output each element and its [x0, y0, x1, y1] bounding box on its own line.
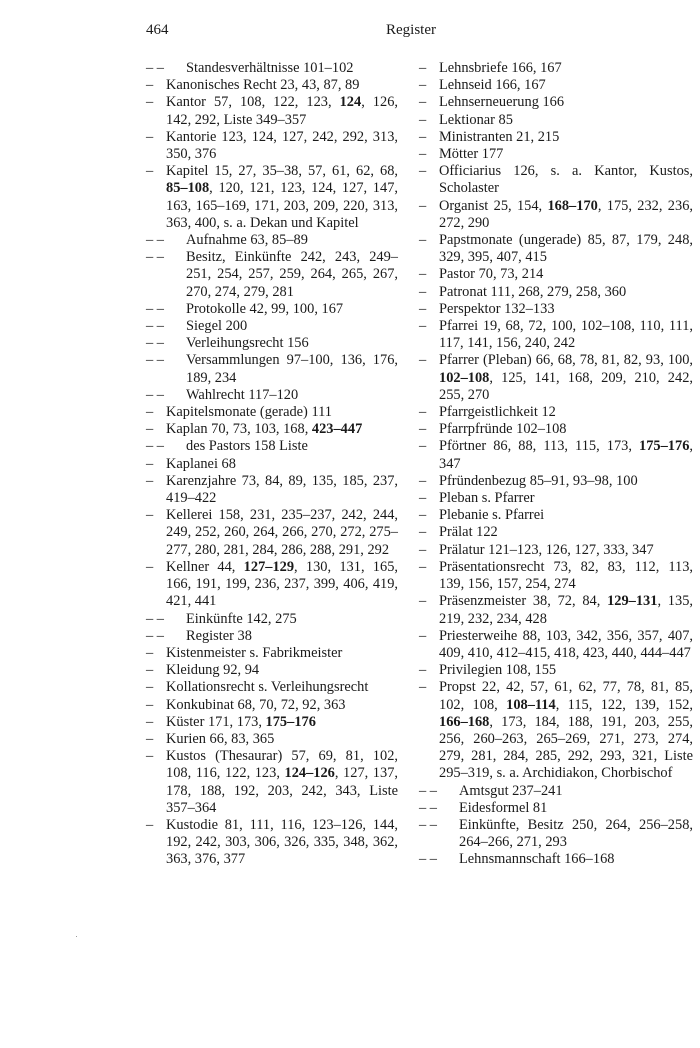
entry-dash: – [419, 404, 427, 421]
index-entry [146, 163, 398, 232]
entry-text: , 127, 137, 178, 188, 192, 203, 242, 343, Liste 357–364 [166, 765, 398, 816]
index-entry [146, 60, 398, 77]
running-title: Register [386, 22, 436, 38]
index-entry [419, 60, 693, 77]
entry-text: Lehnseid 166, 167 [439, 77, 546, 94]
entry-dash: – [419, 163, 427, 180]
entry-text: Kollationsrecht s. Verleihungsrecht [166, 679, 369, 696]
entry-text: Karenzjahre 73, 84, 89, 135, 185, 237, 419–422 [166, 472, 398, 507]
entry-dash: – [419, 300, 427, 317]
entry-dash: – [419, 593, 427, 610]
entry-text: Kellerei 158, 231, 235–237, 242, 244, 249, 252, 260, 264, 266, 270, 272, 275–277, 280, 281, 284, 286, 288, 291, 292 [166, 507, 398, 558]
entry-text: Verleihungsrecht 156 [186, 335, 309, 352]
entry-dash: – – [146, 610, 164, 627]
index-entry [146, 679, 398, 696]
index-entry [146, 748, 398, 817]
entry-text: Kanonisches Recht 23, 43, 87, 89 [166, 77, 360, 94]
entry-dash: – [419, 524, 427, 541]
index-entry [146, 714, 398, 731]
index-entry [146, 318, 398, 335]
entry-dash: – – [146, 300, 164, 317]
index-column-right [419, 60, 693, 869]
entry-dash: – [419, 60, 427, 76]
entry-dash: – [146, 558, 154, 575]
index-entry [146, 559, 398, 611]
index-entry [419, 284, 693, 301]
entry-dash: – – [146, 352, 164, 369]
index-entry [146, 507, 398, 559]
entry-text: Pleban s. Pfarrer [439, 490, 535, 507]
entry-text: , 125, 141, 168, 209, 210, 242, 255, 270 [439, 369, 693, 403]
index-entry [419, 318, 693, 352]
page-header [146, 22, 694, 46]
entry-text: Pfarrgeistlichkeit 12 [439, 404, 556, 421]
entry-text: Privilegien 108, 155 [439, 662, 557, 679]
index-entry [419, 783, 693, 800]
entry-text: , 130, 131, 165, 166, 191, 199, 236, 237, 399, 406, 419, 421, 441 [166, 558, 398, 610]
entry-text: Pastor 70, 73, 214 [439, 266, 544, 283]
entry-text: Kurien 66, 83, 365 [166, 730, 275, 747]
index-entry [146, 94, 398, 128]
entry-text: , 126, 142, 292, Liste 349–357 [166, 94, 398, 128]
entry-text: Plebanie s. Pfarrei [439, 507, 545, 524]
entry-dash: – – [146, 386, 164, 403]
entry-text: Aufnahme 63, 85–89 [186, 232, 308, 249]
entry-dash: – [419, 507, 427, 524]
entry-dash: – [419, 472, 427, 489]
entry-dash: – [419, 541, 427, 558]
entry-text: Pfarrei 19, 68, 72, 100, 102–108, 110, 111, 117, 141, 156, 240, 242 [439, 318, 693, 352]
entry-dash: – [146, 421, 154, 438]
entry-dash: – – [419, 799, 437, 816]
entry-text: Pfarrpfründe 102–108 [439, 421, 567, 438]
entry-dash: – [419, 197, 427, 214]
entry-dash: – [419, 94, 427, 111]
entry-dash: – [419, 146, 427, 163]
entry-text: Kleidung 92, 94 [166, 662, 260, 679]
index-entry [419, 77, 693, 94]
entry-text: Papstmonate (ungerade) 85, 87, 179, 248, 329, 395, 407, 415 [439, 232, 693, 266]
entry-text: Organist 25, 154, [439, 197, 548, 214]
entry-dash: – [419, 662, 427, 679]
entry-dash: – [146, 816, 154, 833]
index-entry [146, 611, 398, 628]
entry-text: Prälat 122 [439, 524, 498, 541]
entry-dash: – – [419, 782, 437, 799]
entry-dash: – [419, 627, 427, 644]
entry-text: Perspektor 132–133 [439, 300, 555, 317]
entry-text: Protokolle 42, 99, 100, 167 [186, 300, 344, 317]
entry-dash: – [146, 507, 154, 524]
entry-text: , 135, 219, 232, 234, 428 [439, 593, 693, 627]
entry-dash: – [146, 730, 154, 747]
entry-text: Amtsgut 237–241 [459, 782, 563, 799]
index-entry [146, 301, 398, 318]
entry-bold-pages: 168–170 [547, 197, 598, 214]
entry-text: , 173, 184, 188, 191, 203, 255, 256, 260–263, 265–269, 271, 273, 274, 279, 281, 284, 285, 292, 293, 321, Liste 295–319, s. a. Archidiakon, Chorbischof [439, 713, 693, 782]
entry-dash: – [146, 128, 154, 145]
entry-text: Standesverhältnisse 101–102 [186, 60, 354, 76]
entry-text: Kaplan 70, 73, 103, 168, [166, 421, 312, 438]
entry-text: Kantor 57, 108, 122, 123, [166, 94, 340, 111]
entry-text: Wahlrecht 117–120 [186, 386, 299, 403]
entry-text: Einkünfte, Besitz 250, 264, 256–258, 264–266, 271, 293 [459, 816, 693, 851]
entry-bold-pages: 124 [339, 94, 362, 111]
entry-bold-pages: 423–447 [311, 421, 363, 438]
index-entry [146, 628, 398, 645]
entry-text: Pfarrer (Pleban) 66, 68, 78, 81, 82, 93, 100, [439, 352, 693, 369]
entry-dash: – [419, 679, 427, 696]
entry-dash: – [146, 696, 154, 713]
entry-dash: – [419, 558, 427, 575]
index-entry [419, 94, 693, 111]
entry-dash: – [146, 748, 154, 765]
entry-text: Kaplanei 68 [166, 455, 236, 472]
entry-text: Pfründenbezug 85–91, 93–98, 100 [439, 472, 638, 489]
entry-dash: – [146, 644, 154, 661]
entry-bold-pages: 108–114 [506, 696, 556, 713]
index-entry [146, 352, 398, 386]
entry-text: Präsenzmeister 38, 72, 84, [439, 593, 608, 610]
index-entry [146, 77, 398, 94]
entry-dash: – [419, 318, 427, 335]
entry-dash: – [419, 77, 427, 94]
entry-text: Ministranten 21, 215 [439, 128, 560, 145]
index-entry [146, 731, 398, 748]
entry-dash: – [146, 404, 154, 421]
entry-text: Kistenmeister s. Fabrikmeister [166, 644, 343, 661]
entry-text: Konkubinat 68, 70, 72, 92, 363 [166, 696, 346, 713]
index-entry [419, 404, 693, 421]
entry-dash: – – [146, 627, 164, 644]
entry-bold-pages: 124–126 [284, 765, 335, 782]
entry-bold-pages: 175–176 [639, 438, 690, 455]
index-entry [419, 129, 693, 146]
entry-dash: – [419, 438, 427, 455]
entry-dash: – [146, 679, 154, 696]
entry-bold-pages: 102–108 [439, 369, 490, 386]
index-entry [419, 662, 693, 679]
index-entry [419, 198, 693, 232]
index-entry [419, 559, 693, 593]
entry-dash: – [419, 352, 427, 369]
entry-text: Register 38 [186, 627, 252, 644]
index-entry [146, 387, 398, 404]
entry-dash: – [146, 77, 154, 94]
index-entry [419, 163, 693, 197]
index-entry [419, 112, 693, 129]
entry-dash: – [419, 128, 427, 145]
entry-dash: – [146, 472, 154, 489]
index-entry [419, 266, 693, 283]
index-entry [146, 473, 398, 507]
entry-text: Officiarius 126, s. a. Kantor, Kustos, Scholaster [439, 163, 693, 197]
index-entry [146, 456, 398, 473]
index-entry [146, 697, 398, 714]
index-entry [146, 129, 398, 163]
index-entry [146, 438, 398, 455]
scan-speck [76, 936, 77, 937]
index-entry [419, 800, 693, 817]
page-number: 464 [146, 22, 169, 38]
entry-bold-pages: 127–129 [243, 558, 295, 575]
index-entry [419, 146, 693, 163]
entry-text: Pförtner 86, 88, 113, 115, 173, [439, 438, 640, 455]
entry-dash: – [146, 163, 154, 180]
entry-text: Präsentationsrecht 73, 82, 83, 112, 113, 139, 156, 157, 254, 274 [439, 558, 693, 593]
index-entry [146, 335, 398, 352]
entry-dash: – – [146, 438, 164, 455]
entry-text: Kustos (Thesaurar) 57, 69, 81, 102, 108, 116, 122, 123, [166, 748, 398, 782]
entry-dash: – – [146, 249, 164, 266]
index-entry [146, 645, 398, 662]
entry-text: Lektionar 85 [439, 111, 513, 128]
index-entry [146, 249, 398, 301]
entry-bold-pages: 175–176 [265, 713, 316, 730]
entry-text: Eidesformel 81 [459, 799, 548, 816]
entry-dash: – [146, 94, 154, 111]
entry-text: Kellner 44, [166, 558, 244, 575]
index-entry [146, 662, 398, 679]
entry-text: Kantorie 123, 124, 127, 242, 292, 313, 350, 376 [166, 128, 398, 163]
entry-text: Kustodie 81, 111, 116, 123–126, 144, 192, 242, 303, 306, 326, 335, 348, 362, 363, 376, 377 [166, 816, 398, 868]
entry-text: Propst 22, 42, 57, 61, 62, 77, 78, 81, 85, 102, 108, [439, 679, 693, 713]
entry-text: , 175, 232, 236, 272, 290 [439, 197, 693, 231]
entry-dash: – [419, 232, 427, 249]
index-entry [419, 851, 693, 868]
entry-text: Versammlungen 97–100, 136, 176, 189, 234 [186, 352, 398, 386]
entry-text: Küster 171, 173, [166, 713, 266, 730]
entry-text: Besitz, Einkünfte 242, 243, 249–251, 254, 257, 259, 264, 265, 267, 270, 274, 279, 281 [186, 249, 398, 300]
entry-dash: – [419, 283, 427, 300]
index-entry [419, 817, 693, 851]
index-entry [419, 593, 693, 627]
index-entry [419, 490, 693, 507]
entry-text: , 120, 121, 123, 124, 127, 147, 163, 165–169, 171, 203, 209, 220, 313, 363, 400, s. a. Dekan und Kapitel [166, 180, 398, 231]
entry-dash: – – [146, 318, 164, 335]
entry-text: Prälatur 121–123, 126, 127, 333, 347 [439, 541, 654, 558]
index-entry [419, 301, 693, 318]
entry-dash: – [419, 490, 427, 507]
entry-dash: – – [146, 335, 164, 352]
index-entry [146, 421, 398, 438]
index-entry [419, 628, 693, 662]
entry-dash: – [146, 662, 154, 679]
entry-dash: – [419, 421, 427, 438]
entry-text: Lehnserneuerung 166 [439, 94, 565, 111]
index-entry [419, 524, 693, 541]
index-entry [419, 438, 693, 472]
entry-bold-pages: 85–108 [166, 180, 210, 197]
index-entry [419, 352, 693, 404]
entry-dash: – – [419, 851, 437, 868]
entry-text: Kapitelsmonate (gerade) 111 [166, 404, 332, 421]
entry-dash: – [419, 266, 427, 283]
index-entry [146, 404, 398, 421]
index-entry [146, 232, 398, 249]
entry-text: , 347 [439, 438, 693, 472]
entry-text: des Pastors 158 Liste [186, 438, 308, 455]
index-entry [146, 817, 398, 869]
entry-dash: – [146, 713, 154, 730]
entry-text: Kapitel 15, 27, 35–38, 57, 61, 62, 68, [166, 163, 398, 180]
entry-bold-pages: 129–131 [607, 593, 658, 610]
index-entry [419, 232, 693, 266]
index-entry [419, 421, 693, 438]
entry-dash: – – [419, 816, 437, 833]
entry-text: Einkünfte 142, 275 [186, 610, 297, 627]
entry-dash: – [419, 111, 427, 128]
entry-text: Lehnsbriefe 166, 167 [439, 60, 562, 76]
entry-text: Siegel 200 [186, 318, 248, 335]
index-entry [419, 473, 693, 490]
index-entry [419, 679, 693, 782]
entry-text: Patronat 111, 268, 279, 258, 360 [439, 283, 627, 300]
entry-dash: – – [146, 232, 164, 249]
entry-bold-pages: 166–168 [439, 713, 490, 730]
entry-dash: – [146, 455, 154, 472]
entry-text: , 115, 122, 139, 152, [555, 696, 693, 713]
entry-text: Priesterweihe 88, 103, 342, 356, 357, 407, 409, 410, 412–415, 418, 423, 440, 444–447 [439, 627, 693, 661]
entry-dash: – – [146, 60, 164, 76]
index-entry [419, 542, 693, 559]
index-entry [419, 507, 693, 524]
entry-text: Mötter 177 [439, 146, 504, 163]
entry-text: Lehnsmannschaft 166–168 [459, 851, 615, 868]
index-column-left [146, 60, 398, 869]
